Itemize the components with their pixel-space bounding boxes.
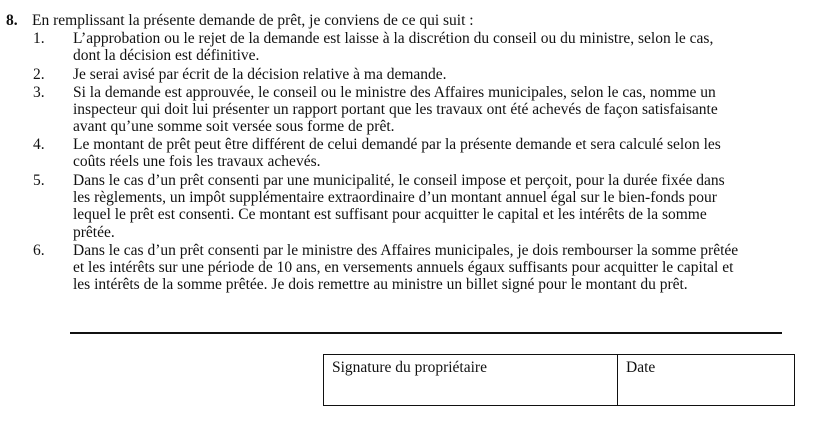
clause-line: Dans le cas d’un prêt consenti par le ministre des Affaires municipales, je dois rembourser la somme prêtée bbox=[73, 242, 739, 259]
section-heading bbox=[6, 12, 474, 29]
clause-number: 4. bbox=[33, 136, 45, 153]
clause-line: et les intérêts sur une période de 10 ans, en versements annuels égaux suffisants pour acquitter le capital et bbox=[73, 259, 734, 277]
signature-field[interactable] bbox=[324, 355, 618, 405]
clause-line: les intérêts de la somme prêtée. Je dois remettre au ministre un billet signé pour le montant du prêt. bbox=[73, 276, 688, 294]
clause-line: dont la décision est définitive. bbox=[73, 47, 260, 65]
clause-line: prêtée. bbox=[73, 223, 115, 241]
clause-line: Si la demande est approuvée, le conseil ou le ministre des Affaires municipales, selon le cas, nomme un bbox=[73, 84, 716, 101]
date-field[interactable] bbox=[618, 355, 794, 405]
clause-text bbox=[73, 172, 789, 241]
clause-line: coûts réels une fois les travaux achevés. bbox=[73, 153, 321, 171]
clause-text bbox=[73, 242, 789, 294]
clause-text bbox=[73, 136, 789, 170]
clause-line: lequel le prêt est consenti. Ce montant est suffisant pour acquitter le capital et les intérêts de la somme bbox=[73, 206, 707, 224]
clause-line: L’approbation ou le rejet de la demande est laisse à la discrétion du conseil ou du ministre, selon le cas, bbox=[73, 30, 714, 47]
clause-text bbox=[73, 84, 789, 136]
clause-number: 3. bbox=[33, 84, 45, 101]
signature-label: Signature du propriétaire bbox=[332, 359, 487, 376]
signature-box bbox=[323, 354, 795, 406]
section-intro: En remplissant la présente demande de prêt, je conviens de ce qui suit : bbox=[32, 12, 474, 29]
signature-line bbox=[70, 332, 782, 334]
clause-line: inspecteur qui doit lui présenter un rapport portant que les travaux ont été achevés de façon satisfaisante bbox=[73, 101, 718, 119]
clause-number: 5. bbox=[33, 172, 45, 189]
clause-line: Dans le cas d’un prêt consenti par une municipalité, le conseil impose et perçoit, pour la durée fixée dans bbox=[73, 172, 725, 189]
clause-line: avant qu’une somme soit versée sous forme de prêt. bbox=[73, 118, 395, 136]
clause-text bbox=[73, 30, 789, 64]
clause-line: Je serai avisé par écrit de la décision relative à ma demande. bbox=[73, 66, 447, 83]
clause-number: 6. bbox=[33, 242, 45, 259]
date-label: Date bbox=[626, 359, 656, 376]
clause-number: 1. bbox=[33, 30, 45, 47]
clause-line: les règlements, un impôt supplémentaire extraordinaire d’un montant annuel égal sur le bien-fonds pour bbox=[73, 189, 717, 207]
section-number: 8. bbox=[6, 12, 18, 29]
clause-line: Le montant de prêt peut être différent de celui demandé par la présente demande et sera calculé selon les bbox=[73, 136, 721, 153]
clause-text bbox=[73, 66, 789, 83]
clause-number: 2. bbox=[33, 66, 45, 83]
